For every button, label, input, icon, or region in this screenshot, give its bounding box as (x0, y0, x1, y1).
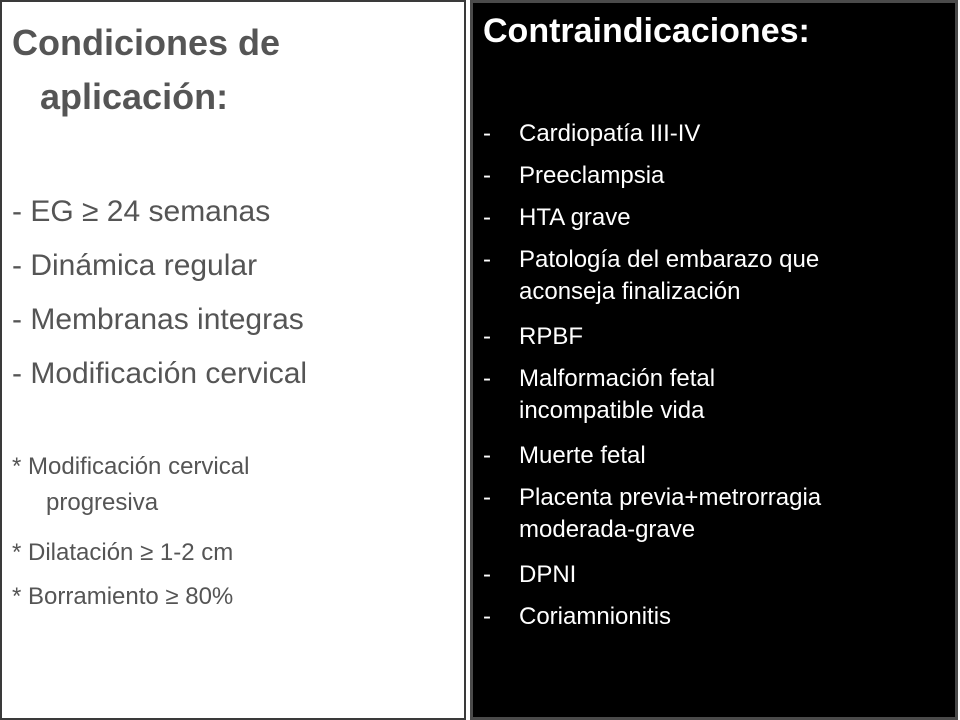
contraindication-item (483, 321, 583, 353)
contraindication-text: Cardiopatía III-IV (519, 120, 701, 147)
list-dash: - (483, 561, 491, 588)
list-dash: - (483, 365, 491, 392)
list-dash: - (483, 603, 491, 630)
list-dash: - (483, 120, 491, 147)
contraindication-text: Patología del embarazo que (519, 246, 820, 273)
contraindication-text: RPBF (519, 323, 584, 350)
list-dash: - (483, 323, 491, 350)
note-item (12, 535, 233, 571)
condition-item: - Membranas integras (12, 303, 304, 336)
conditions-panel (0, 0, 466, 720)
conditions-title (12, 16, 280, 124)
contraindication-text: Preeclampsia (519, 162, 665, 189)
note-item (12, 449, 249, 521)
note-item (12, 579, 233, 615)
contraindication-item (483, 202, 631, 234)
contraindication-item (483, 160, 664, 192)
condition-item: - Modificación cervical (12, 357, 308, 390)
contraindication-text: Coriamnionitis (519, 603, 672, 630)
list-dash: - (483, 484, 491, 511)
note-line: * Dilatación ≥ 1-2 cm (12, 539, 234, 566)
contraindication-item (483, 482, 821, 546)
contraindication-item (483, 118, 700, 150)
contraindication-item (483, 244, 819, 308)
contraindication-text: Malformación fetal (519, 365, 716, 392)
list-dash: - (483, 442, 491, 469)
contraindication-text-continued: moderada-grave (519, 516, 696, 543)
list-dash: - (483, 204, 491, 231)
contraindication-item (483, 559, 576, 591)
contraindications-title: Contraindicaciones: (483, 12, 810, 50)
note-line: * Borramiento ≥ 80% (12, 583, 234, 610)
contraindication-text-continued: incompatible vida (519, 397, 705, 424)
contraindication-item (483, 601, 671, 633)
conditions-title-line2: aplicación: (40, 76, 229, 117)
contraindication-item (483, 363, 715, 427)
contraindication-item (483, 440, 646, 472)
contraindication-text: Muerte fetal (519, 442, 646, 469)
contraindications-panel (470, 0, 958, 720)
contraindication-text: DPNI (519, 561, 577, 588)
list-dash: - (483, 246, 491, 273)
list-dash: - (483, 162, 491, 189)
contraindication-text: HTA grave (519, 204, 631, 231)
condition-item: - Dinámica regular (12, 249, 258, 282)
note-line-continued: progresiva (46, 489, 159, 516)
conditions-title-line1: Condiciones de (12, 22, 281, 63)
contraindication-text: Placenta previa+metrorragia (519, 484, 822, 511)
condition-item: - EG ≥ 24 semanas (12, 195, 271, 228)
contraindication-text-continued: aconseja finalización (519, 278, 741, 305)
note-line: * Modificación cervical (12, 453, 250, 480)
